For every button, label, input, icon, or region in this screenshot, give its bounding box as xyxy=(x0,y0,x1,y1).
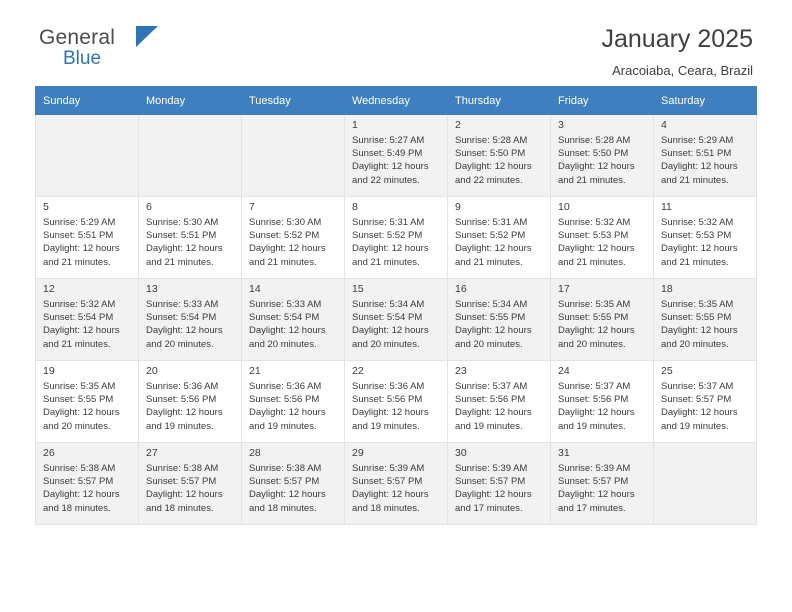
calendar-empty-cell xyxy=(36,115,139,197)
sunset-text: Sunset: 5:49 PM xyxy=(352,148,423,160)
calendar-body xyxy=(36,115,757,525)
daylight-text: Daylight: 12 hours xyxy=(455,161,532,173)
calendar-day-cell[interactable] xyxy=(448,443,551,525)
sunset-text: Sunset: 5:52 PM xyxy=(455,230,526,242)
calendar-day-cell[interactable] xyxy=(345,197,448,279)
daylight-text: Daylight: 12 hours xyxy=(43,243,120,255)
weekday-header-thursday: Thursday xyxy=(448,87,551,115)
sunrise-text: Sunrise: 5:31 AM xyxy=(352,217,425,228)
daylight-text-cont: and 21 minutes. xyxy=(661,174,729,186)
day-number: 29 xyxy=(352,447,364,459)
day-number: 3 xyxy=(558,119,564,131)
weekday-header-sunday: Sunday xyxy=(36,87,139,115)
calendar-day-cell[interactable] xyxy=(654,361,757,443)
weekday-header-tuesday: Tuesday xyxy=(242,87,345,115)
sunset-text: Sunset: 5:52 PM xyxy=(249,230,320,242)
daylight-text: Daylight: 12 hours xyxy=(455,489,532,501)
day-number: 10 xyxy=(558,201,570,213)
daylight-text: Daylight: 12 hours xyxy=(43,325,120,337)
sunset-text: Sunset: 5:56 PM xyxy=(455,394,526,406)
sunrise-text: Sunrise: 5:34 AM xyxy=(352,299,425,310)
calendar-day-cell[interactable] xyxy=(551,115,654,197)
daylight-text: Daylight: 12 hours xyxy=(352,325,429,337)
calendar-day-cell[interactable] xyxy=(139,361,242,443)
day-number: 18 xyxy=(661,283,673,295)
day-number: 1 xyxy=(352,119,358,131)
daylight-text: Daylight: 12 hours xyxy=(455,325,532,337)
calendar-day-cell[interactable] xyxy=(36,279,139,361)
calendar-day-cell[interactable] xyxy=(448,197,551,279)
daylight-text-cont: and 19 minutes. xyxy=(661,420,729,432)
sunset-text: Sunset: 5:55 PM xyxy=(455,312,526,324)
day-number: 28 xyxy=(249,447,261,459)
sunrise-text: Sunrise: 5:37 AM xyxy=(558,381,631,392)
daylight-text: Daylight: 12 hours xyxy=(249,243,326,255)
sunrise-text: Sunrise: 5:36 AM xyxy=(249,381,322,392)
daylight-text: Daylight: 12 hours xyxy=(558,489,635,501)
calendar-day-cell[interactable] xyxy=(242,279,345,361)
sunset-text: Sunset: 5:56 PM xyxy=(249,394,320,406)
sunrise-text: Sunrise: 5:35 AM xyxy=(43,381,116,392)
weekday-header-monday: Monday xyxy=(139,87,242,115)
daylight-text-cont: and 20 minutes. xyxy=(249,338,317,350)
sunrise-text: Sunrise: 5:37 AM xyxy=(661,381,734,392)
title-block xyxy=(601,24,753,78)
sunrise-text: Sunrise: 5:32 AM xyxy=(661,217,734,228)
calendar-week-row xyxy=(36,279,757,361)
daylight-text-cont: and 20 minutes. xyxy=(661,338,729,350)
sunset-text: Sunset: 5:54 PM xyxy=(146,312,217,324)
calendar-day-cell[interactable] xyxy=(139,443,242,525)
sunset-text: Sunset: 5:51 PM xyxy=(146,230,217,242)
day-number: 7 xyxy=(249,201,255,213)
daylight-text: Daylight: 12 hours xyxy=(352,489,429,501)
daylight-text: Daylight: 12 hours xyxy=(43,407,120,419)
sunset-text: Sunset: 5:57 PM xyxy=(352,476,423,488)
sunrise-text: Sunrise: 5:38 AM xyxy=(146,463,219,474)
calendar-day-cell[interactable] xyxy=(36,197,139,279)
calendar-day-cell[interactable] xyxy=(242,361,345,443)
sunrise-text: Sunrise: 5:37 AM xyxy=(455,381,528,392)
sunset-text: Sunset: 5:54 PM xyxy=(43,312,114,324)
daylight-text-cont: and 20 minutes. xyxy=(43,420,111,432)
daylight-text-cont: and 20 minutes. xyxy=(146,338,214,350)
calendar-week-row xyxy=(36,443,757,525)
sunrise-text: Sunrise: 5:33 AM xyxy=(249,299,322,310)
daylight-text: Daylight: 12 hours xyxy=(558,243,635,255)
daylight-text-cont: and 21 minutes. xyxy=(43,338,111,350)
daylight-text-cont: and 19 minutes. xyxy=(558,420,626,432)
daylight-text-cont: and 21 minutes. xyxy=(146,256,214,268)
daylight-text: Daylight: 12 hours xyxy=(146,407,223,419)
sunrise-text: Sunrise: 5:35 AM xyxy=(661,299,734,310)
calendar-day-cell[interactable] xyxy=(654,197,757,279)
daylight-text: Daylight: 12 hours xyxy=(352,243,429,255)
day-number: 15 xyxy=(352,283,364,295)
calendar-day-cell[interactable] xyxy=(345,443,448,525)
day-number: 11 xyxy=(661,201,672,213)
calendar-day-cell[interactable] xyxy=(448,361,551,443)
sunset-text: Sunset: 5:54 PM xyxy=(249,312,320,324)
sunset-text: Sunset: 5:51 PM xyxy=(661,148,732,160)
day-number: 6 xyxy=(146,201,152,213)
day-number: 16 xyxy=(455,283,467,295)
sunset-text: Sunset: 5:57 PM xyxy=(661,394,732,406)
sunset-text: Sunset: 5:57 PM xyxy=(146,476,217,488)
location-subtitle: Aracoiaba, Ceara, Brazil xyxy=(612,63,753,78)
daylight-text: Daylight: 12 hours xyxy=(661,325,738,337)
day-number: 23 xyxy=(455,365,467,377)
day-number: 24 xyxy=(558,365,570,377)
calendar-day-cell[interactable] xyxy=(36,443,139,525)
flag-icon xyxy=(136,26,158,47)
daylight-text: Daylight: 12 hours xyxy=(455,243,532,255)
calendar-week-row xyxy=(36,361,757,443)
daylight-text-cont: and 20 minutes. xyxy=(352,338,420,350)
sunset-text: Sunset: 5:57 PM xyxy=(558,476,629,488)
day-number: 13 xyxy=(146,283,158,295)
sunrise-text: Sunrise: 5:36 AM xyxy=(146,381,219,392)
sunset-text: Sunset: 5:50 PM xyxy=(455,148,526,160)
day-number: 30 xyxy=(455,447,467,459)
sunrise-text: Sunrise: 5:30 AM xyxy=(146,217,219,228)
daylight-text-cont: and 21 minutes. xyxy=(455,256,523,268)
day-number: 22 xyxy=(352,365,364,377)
calendar-day-cell[interactable] xyxy=(551,361,654,443)
calendar-day-cell[interactable] xyxy=(654,279,757,361)
sunrise-text: Sunrise: 5:39 AM xyxy=(352,463,425,474)
sunrise-text: Sunrise: 5:36 AM xyxy=(352,381,425,392)
day-number: 21 xyxy=(249,365,261,377)
calendar-day-cell[interactable] xyxy=(345,115,448,197)
sunset-text: Sunset: 5:52 PM xyxy=(352,230,423,242)
sunrise-text: Sunrise: 5:31 AM xyxy=(455,217,528,228)
sunset-text: Sunset: 5:57 PM xyxy=(249,476,320,488)
daylight-text: Daylight: 12 hours xyxy=(455,407,532,419)
sunset-text: Sunset: 5:53 PM xyxy=(661,230,732,242)
daylight-text-cont: and 17 minutes. xyxy=(558,502,626,514)
day-number: 5 xyxy=(43,201,49,213)
day-number: 19 xyxy=(43,365,55,377)
daylight-text-cont: and 18 minutes. xyxy=(249,502,317,514)
logo-text-blue: Blue xyxy=(63,48,102,69)
calendar-day-cell[interactable] xyxy=(448,279,551,361)
calendar-day-cell[interactable] xyxy=(139,279,242,361)
day-number: 26 xyxy=(43,447,55,459)
sunrise-text: Sunrise: 5:30 AM xyxy=(249,217,322,228)
calendar-day-cell[interactable] xyxy=(345,279,448,361)
sunset-text: Sunset: 5:55 PM xyxy=(43,394,114,406)
sunrise-text: Sunrise: 5:33 AM xyxy=(146,299,219,310)
calendar-day-cell[interactable] xyxy=(242,443,345,525)
day-number: 14 xyxy=(249,283,261,295)
calendar-week-row xyxy=(36,115,757,197)
sunrise-text: Sunrise: 5:32 AM xyxy=(558,217,631,228)
sunset-text: Sunset: 5:57 PM xyxy=(455,476,526,488)
sunset-text: Sunset: 5:51 PM xyxy=(43,230,114,242)
calendar-day-cell[interactable] xyxy=(242,197,345,279)
daylight-text: Daylight: 12 hours xyxy=(249,489,326,501)
daylight-text-cont: and 19 minutes. xyxy=(249,420,317,432)
sunrise-text: Sunrise: 5:29 AM xyxy=(661,135,734,146)
day-number: 2 xyxy=(455,119,461,131)
logo-text-general: General xyxy=(39,26,116,49)
calendar-table xyxy=(35,86,757,525)
daylight-text: Daylight: 12 hours xyxy=(558,325,635,337)
day-number: 27 xyxy=(146,447,158,459)
daylight-text-cont: and 18 minutes. xyxy=(43,502,111,514)
calendar-header-row xyxy=(36,87,757,115)
day-number: 4 xyxy=(661,119,667,131)
sunrise-text: Sunrise: 5:38 AM xyxy=(43,463,116,474)
daylight-text-cont: and 22 minutes. xyxy=(352,174,420,186)
daylight-text-cont: and 21 minutes. xyxy=(558,174,626,186)
weekday-header-wednesday: Wednesday xyxy=(345,87,448,115)
daylight-text: Daylight: 12 hours xyxy=(661,407,738,419)
daylight-text: Daylight: 12 hours xyxy=(558,407,635,419)
calendar-day-cell[interactable] xyxy=(551,279,654,361)
sunset-text: Sunset: 5:56 PM xyxy=(146,394,217,406)
daylight-text: Daylight: 12 hours xyxy=(249,325,326,337)
daylight-text: Daylight: 12 hours xyxy=(352,407,429,419)
calendar-empty-cell xyxy=(242,115,345,197)
daylight-text-cont: and 21 minutes. xyxy=(558,256,626,268)
calendar-day-cell[interactable] xyxy=(139,197,242,279)
calendar-day-cell[interactable] xyxy=(654,115,757,197)
daylight-text-cont: and 20 minutes. xyxy=(558,338,626,350)
daylight-text: Daylight: 12 hours xyxy=(352,161,429,173)
daylight-text-cont: and 21 minutes. xyxy=(661,256,729,268)
sunset-text: Sunset: 5:56 PM xyxy=(558,394,629,406)
day-number: 17 xyxy=(558,283,570,295)
sunrise-text: Sunrise: 5:28 AM xyxy=(558,135,631,146)
daylight-text: Daylight: 12 hours xyxy=(661,161,738,173)
daylight-text-cont: and 20 minutes. xyxy=(455,338,523,350)
day-number: 12 xyxy=(43,283,55,295)
daylight-text-cont: and 18 minutes. xyxy=(146,502,214,514)
daylight-text-cont: and 17 minutes. xyxy=(455,502,523,514)
sunrise-text: Sunrise: 5:39 AM xyxy=(455,463,528,474)
page-header xyxy=(35,0,757,78)
daylight-text-cont: and 21 minutes. xyxy=(43,256,111,268)
sunset-text: Sunset: 5:53 PM xyxy=(558,230,629,242)
daylight-text-cont: and 19 minutes. xyxy=(352,420,420,432)
daylight-text: Daylight: 12 hours xyxy=(146,243,223,255)
weekday-header-saturday: Saturday xyxy=(654,87,757,115)
sunrise-text: Sunrise: 5:34 AM xyxy=(455,299,528,310)
calendar-day-cell[interactable] xyxy=(448,115,551,197)
sunrise-text: Sunrise: 5:39 AM xyxy=(558,463,631,474)
daylight-text-cont: and 21 minutes. xyxy=(352,256,420,268)
day-number: 31 xyxy=(558,447,570,459)
weekday-header-friday: Friday xyxy=(551,87,654,115)
daylight-text: Daylight: 12 hours xyxy=(249,407,326,419)
daylight-text: Daylight: 12 hours xyxy=(661,243,738,255)
sunset-text: Sunset: 5:54 PM xyxy=(352,312,423,324)
calendar-day-cell[interactable] xyxy=(551,443,654,525)
daylight-text: Daylight: 12 hours xyxy=(43,489,120,501)
sunset-text: Sunset: 5:55 PM xyxy=(558,312,629,324)
daylight-text: Daylight: 12 hours xyxy=(146,489,223,501)
sunrise-text: Sunrise: 5:38 AM xyxy=(249,463,322,474)
day-number: 20 xyxy=(146,365,158,377)
calendar-empty-cell xyxy=(139,115,242,197)
sunset-text: Sunset: 5:56 PM xyxy=(352,394,423,406)
calendar-day-cell[interactable] xyxy=(345,361,448,443)
day-number: 9 xyxy=(455,201,461,213)
sunrise-text: Sunrise: 5:32 AM xyxy=(43,299,116,310)
sunrise-text: Sunrise: 5:27 AM xyxy=(352,135,425,146)
sunset-text: Sunset: 5:55 PM xyxy=(661,312,732,324)
daylight-text-cont: and 19 minutes. xyxy=(146,420,214,432)
calendar-empty-cell xyxy=(654,443,757,525)
calendar-week-row xyxy=(36,197,757,279)
daylight-text-cont: and 19 minutes. xyxy=(455,420,523,432)
daylight-text: Daylight: 12 hours xyxy=(146,325,223,337)
sunrise-text: Sunrise: 5:28 AM xyxy=(455,135,528,146)
day-number: 8 xyxy=(352,201,358,213)
page-title: January 2025 xyxy=(601,25,753,53)
sunrise-text: Sunrise: 5:35 AM xyxy=(558,299,631,310)
sunrise-text: Sunrise: 5:29 AM xyxy=(43,217,116,228)
daylight-text-cont: and 22 minutes. xyxy=(455,174,523,186)
day-number: 25 xyxy=(661,365,673,377)
calendar-day-cell[interactable] xyxy=(36,361,139,443)
sunset-text: Sunset: 5:57 PM xyxy=(43,476,114,488)
calendar-day-cell[interactable] xyxy=(551,197,654,279)
daylight-text-cont: and 18 minutes. xyxy=(352,502,420,514)
daylight-text-cont: and 21 minutes. xyxy=(249,256,317,268)
daylight-text: Daylight: 12 hours xyxy=(558,161,635,173)
logo xyxy=(39,26,169,74)
sunset-text: Sunset: 5:50 PM xyxy=(558,148,629,160)
